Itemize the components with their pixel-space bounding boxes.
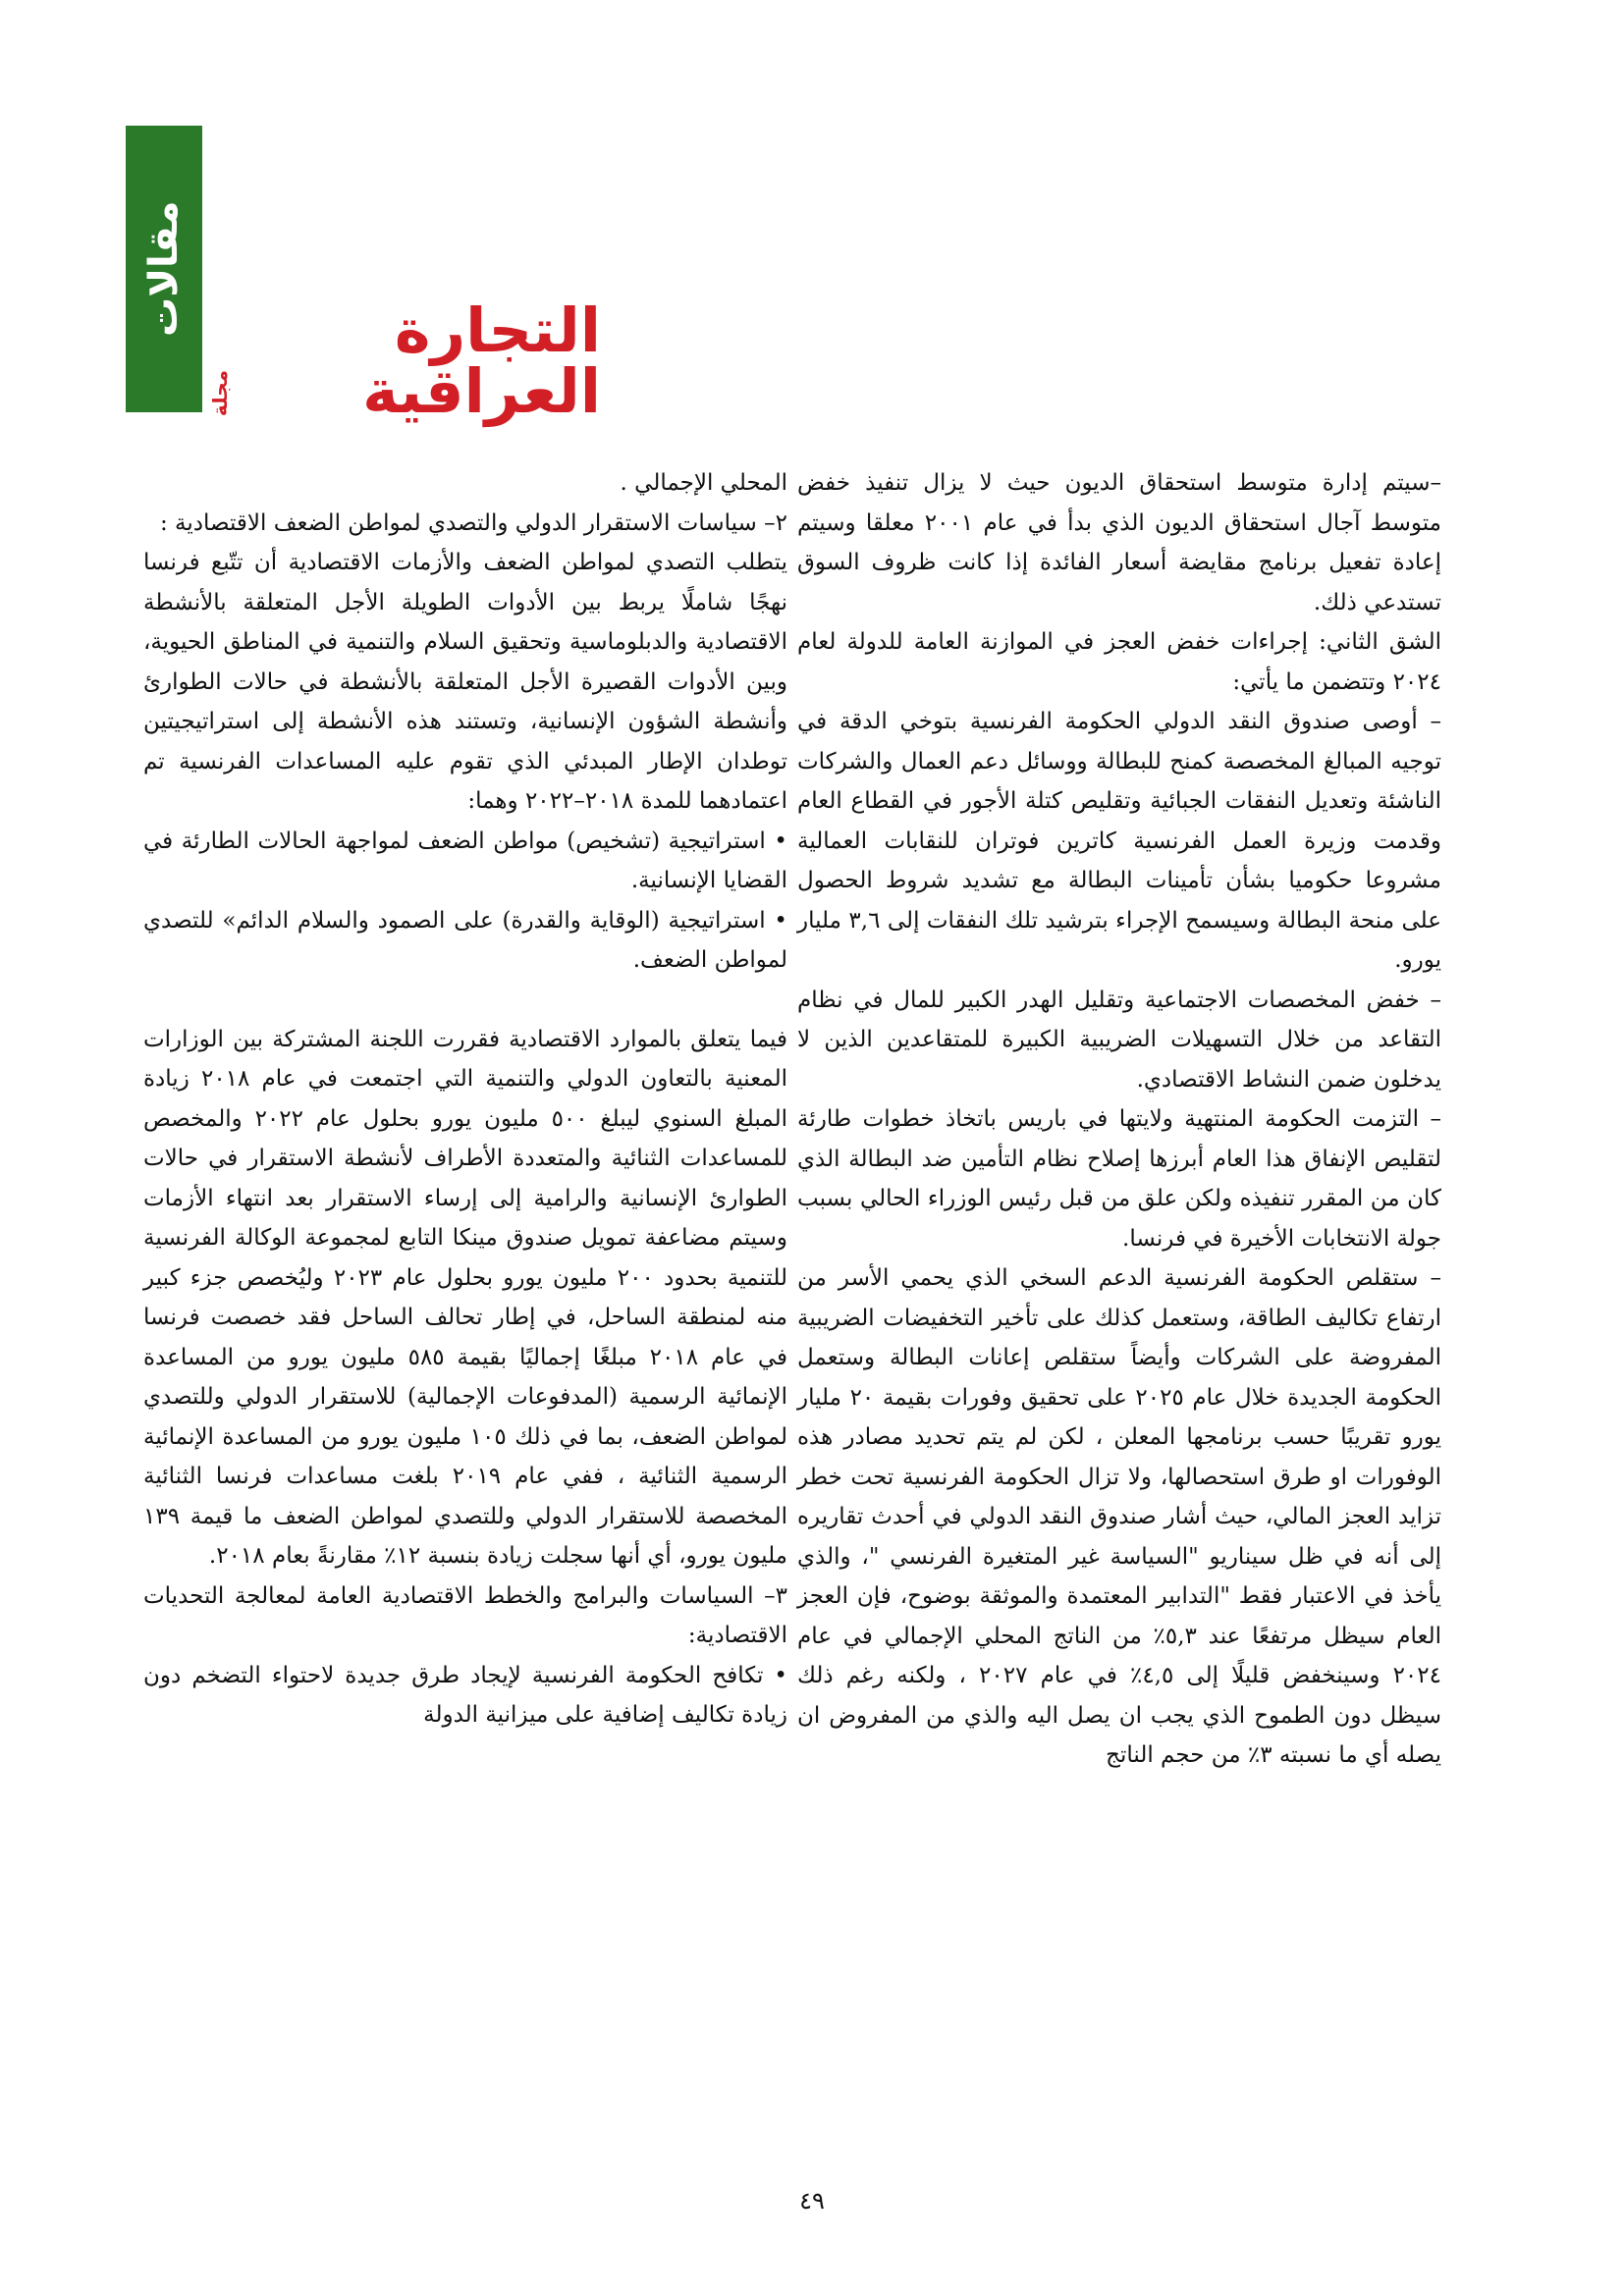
right-column bbox=[797, 463, 1441, 1776]
logo-main-text: التجارة العراقية bbox=[362, 294, 601, 427]
paragraph: الشق الثاني: إجراءات خفض العجز في الموازنة العامة للدولة لعام ٢٠٢٤ وتتضمن ما يأتي: bbox=[797, 629, 1441, 695]
section-label: مقالات bbox=[141, 200, 187, 338]
paragraph: يتطلب التصدي لمواطن الضعف والأزمات الاقتصادية أن تتّبع فرنسا نهجًا شاملًا يربط بين الأدوات الطويلة الأجل المتعلقة بالأنشطة الاقتصادية والدبلوماسية وتحقيق السلام والتنمية في المناطق الحيوية، وبين الأدوات القصيرة الأجل المتعلقة بالأنشطة في حالات الطوارئ وأنشطة الشؤون الإنسانية، وتستند هذه الأنشطة إلى استراتيجيتين توطدان الإطار المبدئي الذي تقوم عليه المساعدات الفرنسية تم اعتمادهما للمدة ٢٠١٨–٢٠٢٢ وهما: bbox=[143, 550, 787, 814]
paragraph: – أوصى صندوق النقد الدولي الحكومة الفرنسية بتوخي الدقة في توجيه المبالغ المخصصة كمنح للبطالة ووسائل دعم العمال والشركات الناشئة وتعديل النفقات الجبائية وتقليص كتلة الأجور في القطاع العام وقدمت وزيرة العمل الفرنسية كاترين فوتران للنقابات العمالية مشروعا حكوميا بشأن تأمينات البطالة مع تشديد شروط الحصول على منحة البطالة وسيسمح الإجراء بترشيد تلك النفقات إلى ٣,٦ مليار يورو. bbox=[797, 709, 1442, 973]
section-tab bbox=[126, 126, 202, 412]
page-number: ٤٩ bbox=[799, 2187, 825, 2215]
bullet-item: • استراتيجية (الوقاية والقدرة) على الصمود والسلام الدائم» للتصدي لمواطن الضعف. bbox=[143, 907, 787, 973]
paragraph: – خفض المخصصات الاجتماعية وتقليل الهدر الكبير للمال في نظام التقاعد من خلال التسهيلات الضريبية الكبيرة للمتقاعدين الذين لا يدخلون ضمن النشاط الاقتصادي. bbox=[797, 987, 1441, 1093]
paragraph: – ستقلص الحكومة الفرنسية الدعم السخي الذي يحمي الأسر من ارتفاع تكاليف الطاقة، وستعمل كذلك على تأخير التخفيضات الضريبية المفروضة على الشركات وأيضاً ستقلص إعانات البطالة وستعمل الحكومة الجديدة خلال عام ٢٠٢٥ على تحقيق وفورات بقيمة ٢٠ مليار يورو تقريبًا حسب برنامجها المعلن ، لكن لم يتم تحديد مصادر هذه الوفورات او طرق استحصالها، ولا تزال الحكومة الفرنسية تحت خطر تزايد العجز المالي، حيث أشار صندوق النقد الدولي في أحدث تقاريره إلى أنه في ظل سيناريو "السياسة غير المتغيرة الفرنسي "، والذي يأخذ في الاعتبار فقط "التدابير المعتمدة والموثقة بوضوح، فإن العجز العام سيظل مرتفعًا عند ٥,٣٪ من الناتج المحلي الإجمالي في عام ٢٠٢٤ وسينخفض قليلًا إلى ٤,٥٪ في عام ٢٠٢٧ ، ولكنه رغم ذلك سيظل دون الطموح الذي يجب ان يصل اليه والذي من المفروض ان يصله أي ما نسبته ٣٪ من حجم الناتج bbox=[797, 1265, 1441, 1768]
bullet-item: • استراتيجية (تشخيص) مواطن الضعف لمواجهة الحالات الطارئة في القضايا الإنسانية. bbox=[143, 828, 787, 893]
paragraph-gap bbox=[143, 981, 787, 1020]
left-column bbox=[143, 463, 787, 1735]
section-heading: ٣– السياسات والبرامج والخطط الاقتصادية العامة لمعالجة التحديات الاقتصادية: bbox=[143, 1582, 787, 1648]
paragraph: –سيتم إدارة متوسط استحقاق الديون حيث لا يزال تنفيذ خفض متوسط آجال استحقاق الديون الذي بدأ في عام ٢٠٠١ معلقا وسيتم إعادة تفعيل برنامج مقايضة أسعار الفائدة إذا كانت ظروف السوق تستدعي ذلك. bbox=[797, 470, 1441, 615]
logo-small-text: مجلة bbox=[208, 369, 232, 416]
paragraph: – التزمت الحكومة المنتهية ولايتها في باريس باتخاذ خطوات طارئة لتقليص الإنفاق هذا العام أبرزها إصلاح نظام التأمين ضد البطالة الذي كان من المقرر تنفيذه ولكن علق من قبل رئيس الوزراء الحالي بسبب جولة الانتخابات الأخيرة في فرنسا. bbox=[797, 1106, 1441, 1252]
paragraph: المحلي الإجمالي . bbox=[620, 470, 787, 496]
magazine-logo bbox=[208, 294, 601, 427]
paragraph: فيما يتعلق بالموارد الاقتصادية فقررت اللجنة المشتركة بين الوزارات المعنية بالتعاون الدولي والتنمية التي اجتمعت في عام ٢٠١٨ زيادة المبلغ السنوي ليبلغ ٥٠٠ مليون يورو بحلول عام ٢٠٢٢ والمخصص للمساعدات الثنائية والمتعددة الأطراف لأنشطة الاستقرار في حالات الطوارئ الإنسانية والرامية إلى إرساء الاستقرار بعد انتهاء الأزمات وسيتم مضاعفة تمويل صندوق مينكا التابع لمجموعة الوكالة الفرنسية للتنمية بحدود ٢٠٠ مليون يورو بحلول عام ٢٠٢٣ وليُخصص جزء كبير منه لمنطقة الساحل، في إطار تحالف الساحل فقد خصصت فرنسا في عام ٢٠١٨ مبلغًا إجماليًا بقيمة ٥٨٥ مليون يورو من المساعدة الإنمائية الرسمية (المدفوعات الإجمالية) للاستقرار الدولي وللتصدي لمواطن الضعف، بما في ذلك ١٠٥ مليون يورو من المساعدة الإنمائية الرسمية الثنائية ، ففي عام ٢٠١٩ بلغت مساعدات فرنسا الثنائية المخصصة للاستقرار الدولي وللتصدي لمواطن الضعف ما قيمة ١٣٩ مليون يورو، أي أنها سجلت زيادة بنسبة ١٢٪ مقارنةً بعام ٢٠١٨. bbox=[143, 1026, 788, 1569]
section-heading: ٢– سياسات الاستقرار الدولي والتصدي لمواطن الضعف الاقتصادية : bbox=[159, 509, 787, 536]
bullet-item: • تكافح الحكومة الفرنسية لإيجاد طرق جديدة لاحتواء التضخم دون زيادة تكاليف إضافية على ميزانية الدولة bbox=[143, 1662, 787, 1728]
